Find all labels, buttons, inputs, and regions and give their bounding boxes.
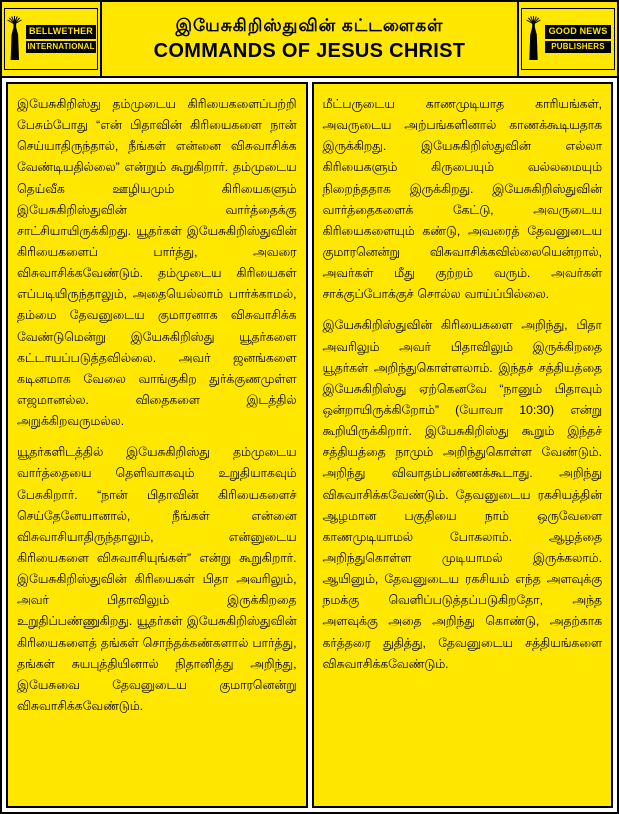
paragraph: இயேசுகிறிஸ்துவின் கிரியைகளை அறிந்து, பிதா அவரிலும் அவர் பிதாவிலும் இருக்கிறதை யூதர்கள் அறிந்துகொள்ளலாம். இந்தச் சத்தியத்தை இயேசுகிறிஸ்து ஏற்கெனவே “நானும் பிதாவும் ஒன்றாயிருக்கிறோம்” (யோவா 10:30) என்று கூறியிருக்கிறார். இயேசுகிறிஸ்து கூறும் இந்தச் சத்தியத்தை நாமும் அறிந்துகொள்ள வேண்டும். அறிந்து விவாதம்பண்ணக்கூடாது. அறிந்து விசுவாசிக்கவேண்டும். தேவனுடைய ரகசியத்தின் ஆழமான பகுதியை நாம் ஒருவேளை காணமுடியாமல் போகலாம். ஆழத்தை அறிந்துகொள்ள முடியாமல் இருக்கலாம். ஆயினும், தேவனுடைய ரகசியம் எந்த அளவுக்கு நமக்கு வெளிப்படுத்தப்படுகிறதோ, அந்த அளவுக்கு அதை அறிந்து கொண்டு, அதற்காக கர்த்தரை துதித்து, தேவனுடைய சத்தியங்களை விசுவாசிக்கவேண்டும். [322,318,602,671]
good-news-line-1: GOOD NEWS [545,25,611,38]
publisher-logo-right [517,2,617,76]
paragraph: இயேசுகிறிஸ்து தம்முடைய கிரியைகளைப்பற்றி பேசும்போது “என் பிதாவின் கிரியைகளை நான் செய்யாதிருந்தால், நீங்கள் என்னை விசுவாசிக்க வேண்டியதில்லை” என்றும் கூறுகிறார். தம்முடைய தெய்வீக ஊழியமும் கிரியைகளும் இயேசுகிறிஸ்துவின் வார்த்தைக்கு சாட்சியாயிருக்கிறது. யூதர்கள் இயேசுகிறிஸ்துவின் கிரியைகளைப் பார்த்து, அவரை விசுவாசிக்கவேண்டும். தம்முடைய கிரியைகள் எப்படியிருந்தாலும், அதையெல்லாம் பார்க்காமல், தம்மை தேவனுடைய குமாரனாக விசுவாசிக்க வேண்டுமென்று இயேசுகிறிஸ்து யூதர்களை கட்டாயப்படுத்தவில்லை. அவர் ஜனங்களை கடினமாக வேலை வாங்குகிற துர்க்குணமுள்ள எஜமானல்ல. விதைகளை இடத்தில் அறுக்கிறவருமல்ல. [17,97,297,429]
good-news-logo-frame [521,8,615,70]
lighthouse-icon [6,16,23,62]
good-news-logo-text [545,24,611,54]
page-header [2,2,617,78]
text-column-right [312,82,614,808]
page-body [2,78,617,812]
paragraph: மீட்பருடைய காணமுடியாத காரியங்கள், அவருடைய அற்பங்களினால் காணக்கூடியதாக இருக்கிறது. இயேசுகிறிஸ்துவின் எல்லா கிரியைகளும் கிருபையும் வல்லமையும் நிறைந்ததாக இருக்கிறது. இயேசுகிறிஸ்துவின் வார்த்தைகளைக் கேட்டு, அவருடைய கிரியைகளையும் கண்டு, அவரைத் தேவனுடைய குமாரனென்று விசுவாசிக்கவில்லையென்றால், அவர்கள் மீது குற்றம் வரும். அவர்கள் சாக்குப்போக்குச் சொல்ல வாய்ப்பில்லை. [322,97,602,302]
bellwether-logo-text [26,24,95,54]
page-title-tamil: இயேசுகிறிஸ்துவின் கட்டளைகள் [175,16,444,36]
title-block [102,2,517,76]
lighthouse-icon [525,16,542,62]
bellwether-logo-frame [4,8,98,70]
good-news-line-2: PUBLISHERS [545,41,611,53]
bellwether-line-1: BELLWETHER [26,25,95,38]
bellwether-line-2: INTERNATIONAL [26,41,95,53]
paragraph: யூதர்களிடத்தில் இயேசுகிறிஸ்து தம்முடைய வார்த்தையை தெளிவாகவும் உறுதியாகவும் பேசுகிறார். “நான் பிதாவின் கிரியைகளைச் செய்தேனேயானால், நீங்கள் என்னை விசுவாசியாதிருந்தாலும், என்னுடைய கிரியைகளை விசுவாசியுங்கள்” என்று கூறுகிறார். இயேசுகிறிஸ்துவின் கிரியைகள் பிதா அவரிலும், அவர் பிதாவிலும் இருக்கிறதை உறுதிப்பண்ணுகிறது. யூதர்கள் இயேசுகிறிஸ்துவின் கிரியைகளைத் தங்கள் சொந்தக்கண்களால் பார்த்து, தங்கள் சுயபுத்தியினால் நிதானித்து அறிந்து, இயேசுவை தேவனுடைய குமாரனென்று விசுவாசிக்கவேண்டும். [17,445,297,713]
publisher-logo-left [2,2,102,76]
page-title-english: COMMANDS OF JESUS CHRIST [153,39,466,62]
text-column-left [6,82,308,808]
